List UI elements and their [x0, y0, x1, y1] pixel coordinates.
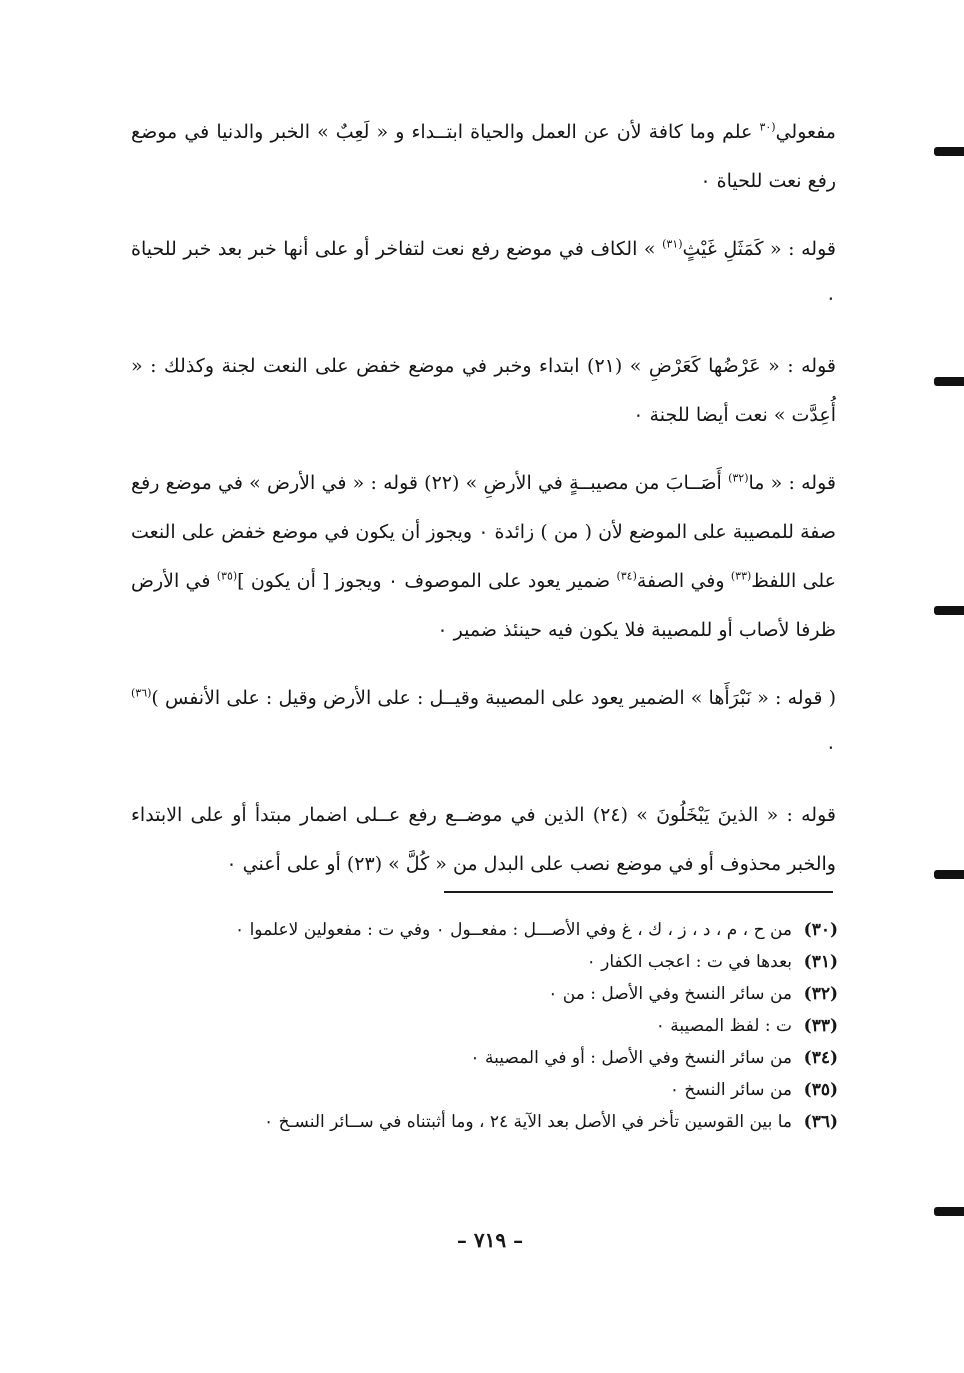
footnote-ref-32: (٣٢)	[728, 471, 749, 485]
text-segment: ضمير يعود على الموصوف ٠ ويجوز [ أن يكون ]	[237, 570, 611, 592]
text-segment: ٠	[825, 736, 836, 758]
paragraph-4	[131, 459, 836, 655]
footnote-30	[128, 916, 838, 945]
footnote-ref-34: (٣٤)	[616, 569, 637, 583]
footnote-32	[128, 980, 838, 1009]
footnote-number: (٣١)	[803, 952, 838, 972]
scan-margin-mark	[934, 1207, 964, 1216]
text-segment: قوله : « الذينَ يَبْخَلُونَ » (٢٤) الذين في موضــع رفع عــلى اضمار مبتدأ أو على الابتداء والخبر محذوف أو في موضع نصب على البدل من « كُلَّ » (٢٣) أو على أعني ٠	[131, 804, 836, 875]
footnote-34	[128, 1044, 838, 1073]
footnote-31	[128, 948, 838, 977]
main-text	[131, 108, 836, 908]
footnote-divider	[444, 891, 833, 893]
footnote-ref-30: (٣٠	[759, 120, 776, 134]
footnote-text: ما بين القوسين تأخر في الأصل بعد الآية ٢٤ ، وما أثبتناه في ســائر النسـخ ٠	[264, 1112, 792, 1132]
text-segment: علم وما كافة لأن عن العمل والحياة ابتــداء و « لَعِبٌ » الخبر والدنيا في موضع رفع نعت للحياة ٠	[131, 121, 836, 192]
paragraph-6	[131, 791, 836, 889]
footnote-36	[128, 1108, 838, 1137]
footnote-text: من سائر النسخ ٠	[669, 1080, 792, 1100]
footnote-number: (٣٤)	[803, 1048, 838, 1068]
paragraph-2	[131, 225, 836, 323]
scan-margin-mark	[934, 606, 964, 615]
text-segment: في الأرض ظرفا لأصاب أو للمصيبة فلا يكون فيه حينئذ ضمير ٠	[131, 570, 836, 641]
text-segment: قوله : « ما	[748, 472, 836, 494]
footnote-number: (٣٥)	[803, 1080, 838, 1100]
footnote-number: (٣٣)	[803, 1016, 838, 1036]
text-segment: أَصَــابَ من مصيبــةٍ في الأرضِ » (٢٢) قوله : « في الأرض » في موضع رفع صفة للمصيبة على الموضع لأن ( من ) زائدة ٠ ويجوز أن يكون في موضع خفض على النعت على اللفظ	[131, 472, 837, 592]
footnote-text: بعدها في ت : اعجب الكفار ٠	[586, 952, 792, 972]
paragraph-3	[131, 342, 836, 440]
footnote-35	[128, 1076, 838, 1105]
footnote-ref-33: (٣٣)	[730, 569, 752, 583]
page-number: – ٧١٩ –	[456, 1228, 524, 1252]
text-segment: ( قوله : « نَبْرَأَها » الضمير يعود على المصيبة وقيــل : على الأرض وقيل : على الأنفس )	[151, 687, 836, 709]
footnote-text: من ح ، م ، د ، ز ، ك ، غ وفي الأصـــل : مفعــول ٠ وفي ت : مفعولين لاعلموا ٠	[235, 920, 792, 940]
footnote-text: من سائر النسخ وفي الأصل : من ٠	[548, 984, 792, 1004]
scan-margin-mark	[934, 377, 964, 386]
text-segment: وفي الصفة	[636, 570, 725, 592]
footnote-33	[128, 1012, 838, 1041]
scan-margin-mark	[934, 870, 964, 879]
footnote-number: (٣٠)	[803, 920, 838, 940]
footnote-ref-35: (٣٥)	[216, 569, 238, 583]
footnote-ref-31: (٣١)	[662, 237, 683, 251]
paragraph-1	[131, 108, 836, 206]
footnote-ref-36: (٣٦)	[131, 686, 152, 700]
footnotes	[128, 916, 838, 1140]
footnote-number: (٣٦)	[803, 1112, 838, 1132]
text-segment: قوله : « كَمَثَلِ غَيْثٍ	[682, 238, 836, 260]
footnote-text: من سائر النسخ وفي الأصل : أو في المصيبة ٠	[470, 1048, 792, 1068]
footnote-number: (٣٢)	[803, 984, 838, 1004]
scan-margin-mark	[934, 147, 964, 156]
text-segment: » الكاف في موضع رفع نعت لتفاخر أو على أنها خبر بعد خبر للحياة ٠	[131, 238, 836, 309]
text-segment: قوله : « عَرْضُها كَعَرْضِ » (٢١) ابتداء وخبر في موضع خفض على النعت لجنة وكذلك : « أُعِدَّت » نعت أيضا للجنة ٠	[131, 355, 836, 426]
paragraph-5	[131, 674, 836, 772]
text-segment: مفعولي	[775, 121, 836, 143]
footnote-text: ت : لفظ المصيبة ٠	[655, 1016, 792, 1036]
